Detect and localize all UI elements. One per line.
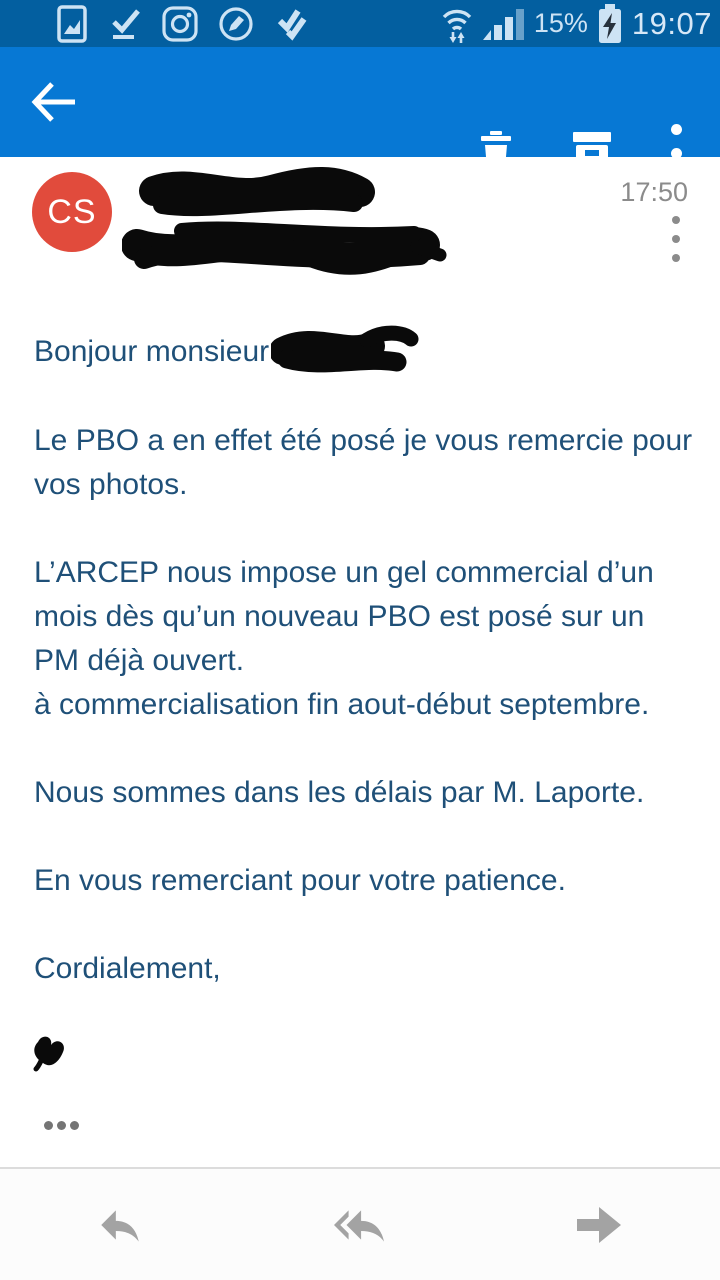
greeting-text: Bonjour monsieur xyxy=(34,335,270,368)
body-paragraph: Nous sommes dans les délais par M. Laporte. xyxy=(34,776,645,809)
status-bar xyxy=(0,0,720,47)
message-header xyxy=(0,157,720,277)
signature-redaction xyxy=(28,1035,72,1073)
message-more-button[interactable] xyxy=(670,215,682,263)
greeting-line xyxy=(34,323,694,375)
message-time: 17:50 xyxy=(620,177,688,207)
show-quoted-text-button[interactable] xyxy=(40,1117,83,1134)
instagram-icon xyxy=(162,6,198,42)
wifi-icon xyxy=(440,4,474,44)
battery-charging-icon xyxy=(597,4,623,44)
bottom-toolbar xyxy=(0,1167,720,1280)
signal-strength-icon xyxy=(483,6,525,42)
reply-button[interactable] xyxy=(95,1200,145,1250)
body-paragraph: à commercialisation fin aout-début septembre. xyxy=(34,688,650,721)
back-arrow-icon xyxy=(30,111,78,126)
reply-icon xyxy=(95,1238,145,1253)
double-check-icon xyxy=(274,5,310,43)
message-body xyxy=(0,277,720,1134)
status-notification-icons xyxy=(56,4,310,44)
edit-circle-icon xyxy=(218,6,254,42)
back-button[interactable] xyxy=(30,81,78,123)
ellipsis-icon xyxy=(44,1121,53,1130)
battery-percent-label: 15% xyxy=(533,8,588,38)
forward-icon xyxy=(573,1237,625,1252)
status-clock: 19:07 xyxy=(631,6,712,41)
avatar[interactable] xyxy=(32,172,112,252)
forward-button[interactable] xyxy=(573,1201,625,1249)
status-system-area xyxy=(440,4,714,44)
body-paragraph: Le PBO a en effet été posé je vous remercie pour vos photos. xyxy=(34,424,693,501)
message-overflow-icon xyxy=(672,216,680,224)
reply-all-button[interactable] xyxy=(334,1200,384,1250)
check-underline-icon xyxy=(108,6,142,42)
body-paragraph: En vous remerciant pour votre patience. xyxy=(34,864,566,897)
body-paragraph: L’ARCEP nous impose un gel commercial d’un mois dès qu’un nouveau PBO est posé sur un PM déjà ouvert. xyxy=(34,556,654,677)
overflow-menu-icon xyxy=(671,124,682,135)
avatar-initials: CS xyxy=(47,192,97,231)
body-paragraph: Cordialement, xyxy=(34,952,221,985)
app-bar xyxy=(0,47,720,157)
reply-all-icon xyxy=(334,1238,384,1253)
recipient-name-redaction xyxy=(271,323,419,375)
screenshot-icon xyxy=(56,4,88,44)
sender-redaction xyxy=(122,165,452,277)
